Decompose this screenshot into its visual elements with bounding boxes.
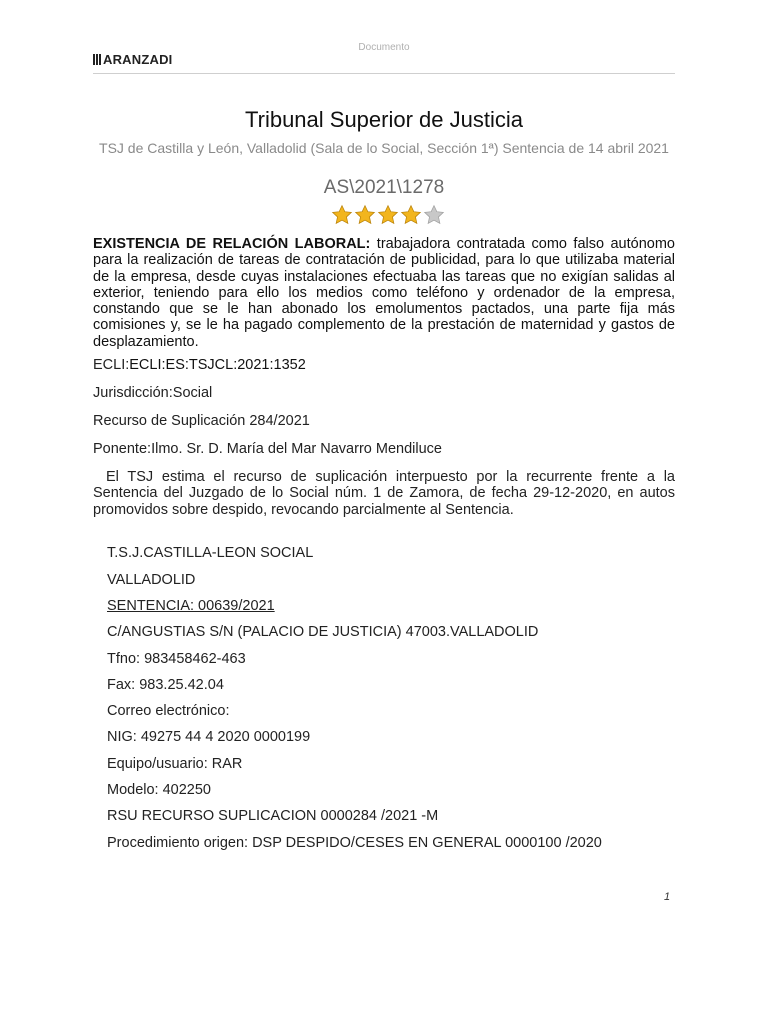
aranzadi-logo — [93, 52, 172, 68]
ecli-value: ECLI:ES:TSJCL:2021:1352 — [129, 357, 306, 373]
recurso-row: Recurso de Suplicación 284/2021 — [93, 413, 310, 429]
ecli-row — [93, 357, 306, 373]
body-line: RSU RECURSO SUPLICACION 0000284 /2021 -M — [107, 808, 439, 824]
body-line: VALLADOLID — [107, 572, 196, 588]
body-line: NIG: 49275 44 4 2020 0000199 — [107, 729, 311, 745]
star-filled-icon — [331, 204, 353, 226]
body-line: Modelo: 402250 — [107, 782, 211, 798]
ponente-row — [93, 441, 442, 457]
jurisdiccion-label: Jurisdicción: — [93, 385, 173, 401]
star-filled-icon — [377, 204, 399, 226]
ecli-label: ECLI: — [93, 357, 130, 373]
star-filled-icon — [400, 204, 422, 226]
body-line: Fax: 983.25.42.04 — [107, 677, 224, 693]
jurisdiccion-row — [93, 385, 212, 401]
document-label: Documento — [358, 42, 410, 53]
star-empty-icon — [423, 204, 445, 226]
body-line: Tfno: 983458462-463 — [107, 651, 246, 667]
page-number: 1 — [664, 891, 671, 903]
body-line: Procedimiento origen: DSP DESPIDO/CESES EN GENERAL 0000100 /2020 — [107, 835, 602, 851]
body-line: T.S.J.CASTILLA-LEON SOCIAL — [107, 545, 314, 561]
jurisdiccion-value: Social — [172, 385, 213, 401]
summary-text: trabajadora contratada como falso autónomo para la realización de tareas de contratación de publicidad, para lo que utilizaba material de la empresa, desde cuyas instalaciones efectuaba las tareas que no exigían salidas al exterior, teniendo para ello los medios como teléfono y ordenador de la empresa, constando que se le han abonado los emolumentos pactados, una parte fija más comisiones y, se le ha pagado complemento de la prestación de maternidad y gastos de desplazamiento. — [93, 236, 675, 350]
ponente-value: Ilmo. Sr. D. María del Mar Navarro Mendiluce — [151, 441, 442, 457]
header-divider — [93, 73, 675, 74]
document-reference: AS\2021\1278 — [323, 177, 445, 198]
logo-bars-icon — [93, 53, 102, 68]
body-line: Equipo/usuario: RAR — [107, 756, 243, 772]
sentencia-line: SENTENCIA: 00639/2021 — [107, 598, 275, 614]
abstract-paragraph: El TSJ estima el recurso de suplicación interpuesto por la recurrente frente a la Sentencia del Juzgado de lo Social núm. 1 de Zamora, de fecha 29-12-2020, en autos promovidos sobre despido, revocando parcialmente al Sentencia. — [93, 469, 675, 518]
ponente-label: Ponente: — [93, 441, 152, 457]
body-line: C/ANGUSTIAS S/N (PALACIO DE JUSTICIA) 47003.VALLADOLID — [107, 624, 539, 640]
body-line: Correo electrónico: — [107, 703, 230, 719]
summary-heading: EXISTENCIA DE RELACIÓN LABORAL: — [93, 236, 371, 252]
page-title: Tribunal Superior de Justicia — [245, 107, 523, 132]
star-filled-icon — [354, 204, 376, 226]
logo-text: ARANZADI — [103, 52, 173, 67]
rating-stars — [331, 204, 445, 226]
summary-paragraph — [93, 236, 675, 350]
page-subtitle: TSJ de Castilla y León, Valladolid (Sala de lo Social, Sección 1ª) Sentencia de 14 abril 2021 — [99, 140, 669, 156]
